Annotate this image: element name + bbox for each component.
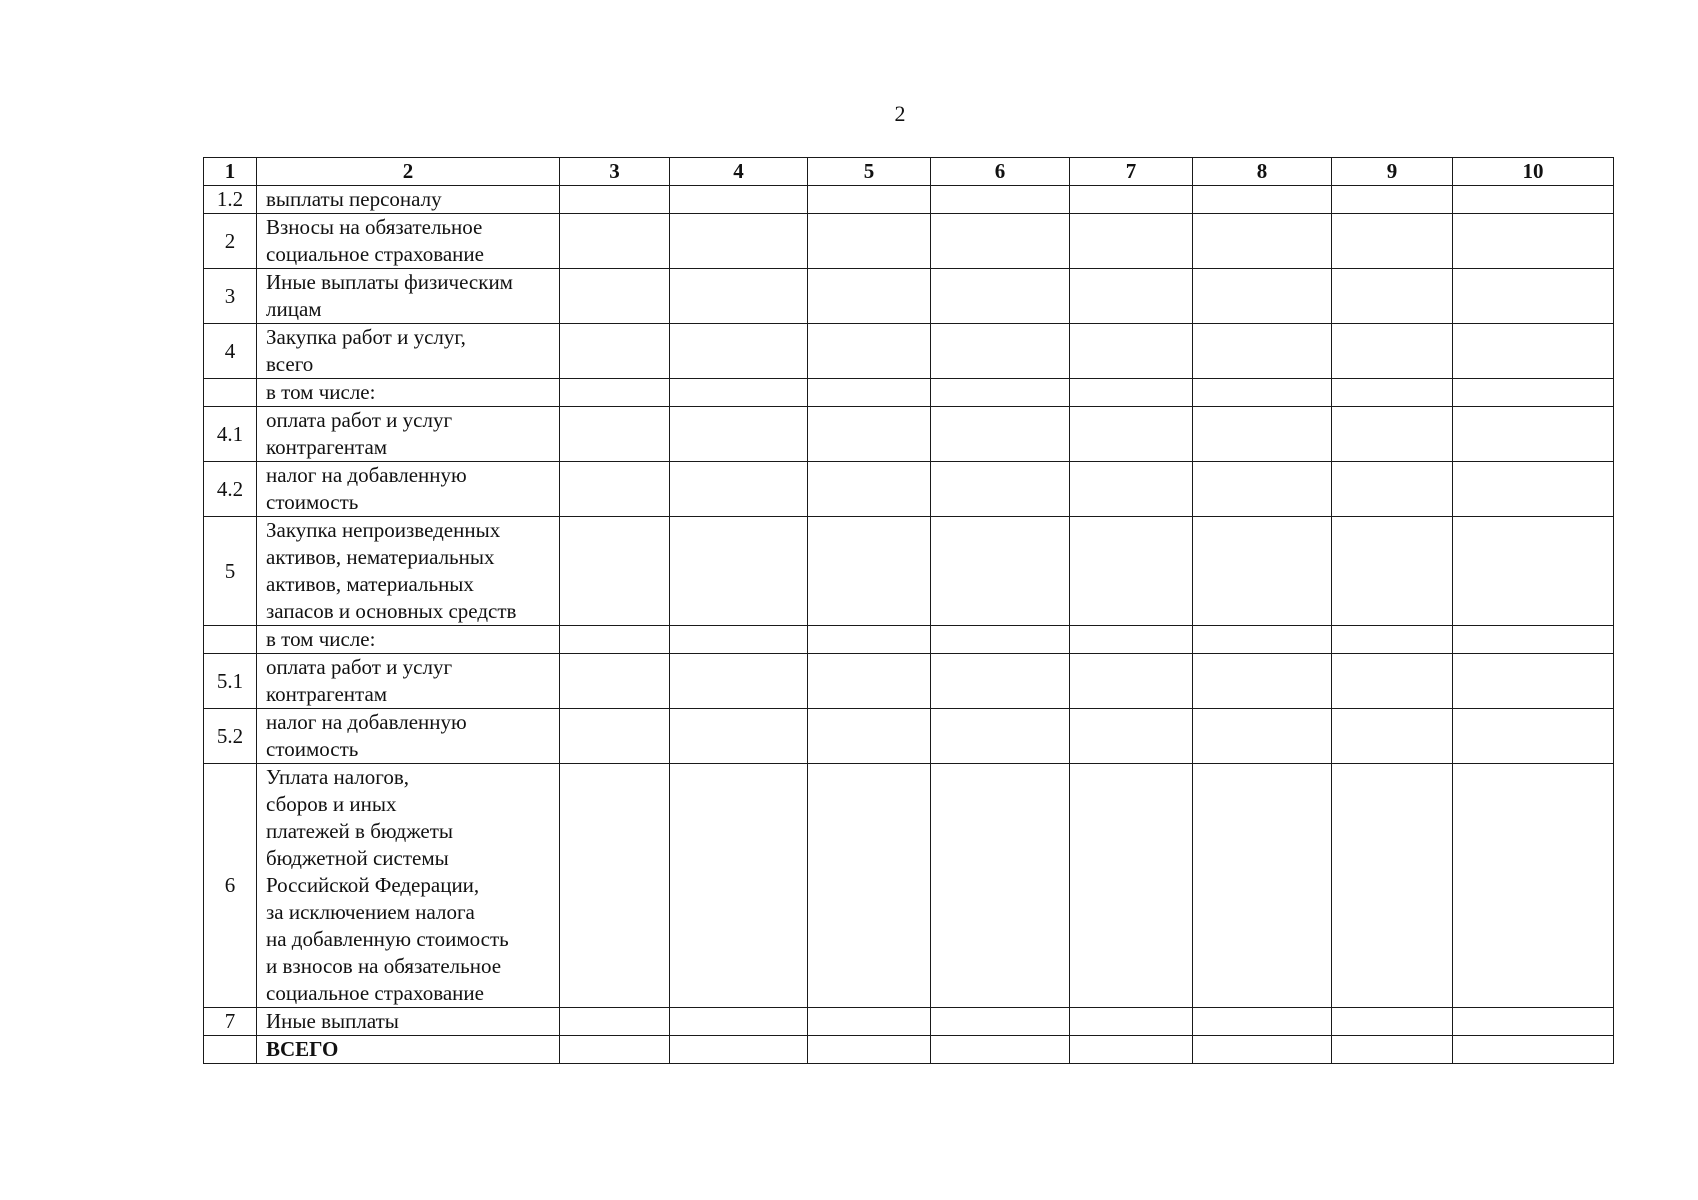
column-header: 5 (808, 158, 931, 186)
value-cell-col-6 (931, 186, 1070, 214)
value-cell-col-4 (670, 462, 808, 517)
row-name-line: Российской Федерации, (266, 873, 480, 897)
value-cell-col-6 (931, 764, 1070, 1008)
row-name-cell (257, 324, 560, 379)
value-cell-col-4 (670, 269, 808, 324)
row-name-line: бюджетной системы (266, 846, 449, 870)
value-cell-col-3 (560, 654, 670, 709)
value-cell-col-5 (808, 1008, 931, 1036)
table-row (204, 186, 1614, 214)
column-header: 1 (204, 158, 257, 186)
row-number-cell (204, 1036, 257, 1064)
row-name-cell (257, 764, 560, 1008)
value-cell-col-9 (1332, 186, 1453, 214)
table-row (204, 1036, 1614, 1064)
value-cell-col-8 (1193, 324, 1332, 379)
value-cell-col-7 (1070, 517, 1193, 626)
value-cell-col-9 (1332, 379, 1453, 407)
table-body (204, 186, 1614, 1064)
value-cell-col-6 (931, 269, 1070, 324)
value-cell-col-6 (931, 379, 1070, 407)
row-number-cell: 5.1 (204, 654, 257, 709)
value-cell-col-7 (1070, 407, 1193, 462)
value-cell-col-6 (931, 517, 1070, 626)
row-number-cell: 4.2 (204, 462, 257, 517)
value-cell-col-5 (808, 654, 931, 709)
value-cell-col-9 (1332, 269, 1453, 324)
table-row (204, 1008, 1614, 1036)
value-cell-col-10 (1453, 1036, 1614, 1064)
value-cell-col-10 (1453, 324, 1614, 379)
value-cell-col-7 (1070, 1036, 1193, 1064)
value-cell-col-5 (808, 1036, 931, 1064)
value-cell-col-8 (1193, 214, 1332, 269)
row-name-cell (257, 379, 560, 407)
value-cell-col-8 (1193, 462, 1332, 517)
row-name-line: активов, нематериальных (266, 545, 495, 569)
value-cell-col-9 (1332, 1008, 1453, 1036)
value-cell-col-3 (560, 186, 670, 214)
value-cell-col-8 (1193, 626, 1332, 654)
value-cell-col-10 (1453, 626, 1614, 654)
value-cell-col-9 (1332, 1036, 1453, 1064)
value-cell-col-8 (1193, 186, 1332, 214)
row-number-cell: 3 (204, 269, 257, 324)
value-cell-col-8 (1193, 379, 1332, 407)
value-cell-col-5 (808, 269, 931, 324)
row-name-line: Взносы на обязательное (266, 215, 483, 239)
value-cell-col-3 (560, 379, 670, 407)
row-name-line: контрагентам (266, 435, 388, 459)
value-cell-col-6 (931, 324, 1070, 379)
value-cell-col-3 (560, 462, 670, 517)
value-cell-col-4 (670, 764, 808, 1008)
row-name-cell (257, 269, 560, 324)
row-number-cell: 6 (204, 764, 257, 1008)
value-cell-col-6 (931, 214, 1070, 269)
value-cell-col-8 (1193, 654, 1332, 709)
row-name-line: запасов и основных средств (266, 599, 517, 623)
value-cell-col-10 (1453, 379, 1614, 407)
row-name-line: ВСЕГО (266, 1037, 339, 1061)
row-name-line: и взносов на обязательное (266, 954, 502, 978)
value-cell-col-10 (1453, 709, 1614, 764)
value-cell-col-3 (560, 626, 670, 654)
column-header: 8 (1193, 158, 1332, 186)
value-cell-col-7 (1070, 269, 1193, 324)
table-row (204, 462, 1614, 517)
value-cell-col-9 (1332, 324, 1453, 379)
value-cell-col-3 (560, 1036, 670, 1064)
value-cell-col-4 (670, 407, 808, 462)
table-row (204, 626, 1614, 654)
table-row (204, 709, 1614, 764)
value-cell-col-4 (670, 379, 808, 407)
column-header: 10 (1453, 158, 1614, 186)
row-name-cell (257, 214, 560, 269)
value-cell-col-6 (931, 654, 1070, 709)
column-header: 4 (670, 158, 808, 186)
value-cell-col-5 (808, 517, 931, 626)
row-name-line: стоимость (266, 490, 359, 514)
value-cell-col-4 (670, 654, 808, 709)
column-header: 2 (257, 158, 560, 186)
value-cell-col-5 (808, 214, 931, 269)
value-cell-col-3 (560, 517, 670, 626)
budget-table (203, 157, 1614, 1064)
row-name-line: за исключением налога (266, 900, 475, 924)
row-name-cell (257, 186, 560, 214)
value-cell-col-8 (1193, 764, 1332, 1008)
row-name-line: сборов и иных (266, 792, 397, 816)
row-name-cell (257, 407, 560, 462)
value-cell-col-10 (1453, 214, 1614, 269)
value-cell-col-5 (808, 324, 931, 379)
row-name-line: стоимость (266, 737, 359, 761)
table-header-row (204, 158, 1614, 186)
value-cell-col-10 (1453, 407, 1614, 462)
table-row (204, 764, 1614, 1008)
row-name-line: налог на добавленную (266, 710, 467, 734)
value-cell-col-4 (670, 186, 808, 214)
value-cell-col-5 (808, 407, 931, 462)
value-cell-col-9 (1332, 764, 1453, 1008)
row-name-line: на добавленную стоимость (266, 927, 509, 951)
row-number-cell: 1.2 (204, 186, 257, 214)
value-cell-col-5 (808, 626, 931, 654)
row-number-cell: 2 (204, 214, 257, 269)
value-cell-col-6 (931, 407, 1070, 462)
value-cell-col-10 (1453, 186, 1614, 214)
row-number-cell: 5.2 (204, 709, 257, 764)
value-cell-col-8 (1193, 407, 1332, 462)
value-cell-col-9 (1332, 654, 1453, 709)
row-name-line: Уплата налогов, (266, 765, 410, 789)
value-cell-col-9 (1332, 462, 1453, 517)
value-cell-col-7 (1070, 379, 1193, 407)
value-cell-col-7 (1070, 186, 1193, 214)
row-name-line: выплаты персоналу (266, 187, 442, 211)
value-cell-col-3 (560, 764, 670, 1008)
value-cell-col-3 (560, 214, 670, 269)
value-cell-col-5 (808, 764, 931, 1008)
row-name-cell (257, 1036, 560, 1064)
value-cell-col-10 (1453, 462, 1614, 517)
value-cell-col-3 (560, 269, 670, 324)
row-name-line: контрагентам (266, 682, 388, 706)
value-cell-col-3 (560, 1008, 670, 1036)
column-header: 7 (1070, 158, 1193, 186)
row-number-cell (204, 626, 257, 654)
row-name-line: Иные выплаты (266, 1009, 399, 1033)
row-name-line: налог на добавленную (266, 463, 467, 487)
value-cell-col-8 (1193, 517, 1332, 626)
row-name-line: Закупка работ и услуг, (266, 325, 466, 349)
row-name-line: Иные выплаты физическим (266, 270, 513, 294)
row-name-line: оплата работ и услуг (266, 408, 453, 432)
value-cell-col-5 (808, 186, 931, 214)
row-number-cell: 7 (204, 1008, 257, 1036)
value-cell-col-7 (1070, 214, 1193, 269)
row-name-cell (257, 462, 560, 517)
value-cell-col-4 (670, 517, 808, 626)
row-number-cell: 4 (204, 324, 257, 379)
value-cell-col-7 (1070, 764, 1193, 1008)
table-row (204, 407, 1614, 462)
value-cell-col-3 (560, 324, 670, 379)
column-header: 9 (1332, 158, 1453, 186)
value-cell-col-7 (1070, 462, 1193, 517)
value-cell-col-9 (1332, 407, 1453, 462)
value-cell-col-5 (808, 709, 931, 764)
value-cell-col-10 (1453, 1008, 1614, 1036)
table-row (204, 269, 1614, 324)
page-number: 2 (894, 101, 906, 126)
table-row (204, 379, 1614, 407)
value-cell-col-6 (931, 709, 1070, 764)
value-cell-col-8 (1193, 269, 1332, 324)
table-row (204, 654, 1614, 709)
row-name-cell (257, 1008, 560, 1036)
value-cell-col-3 (560, 709, 670, 764)
row-name-cell (257, 626, 560, 654)
row-name-cell (257, 654, 560, 709)
value-cell-col-4 (670, 709, 808, 764)
value-cell-col-10 (1453, 764, 1614, 1008)
row-name-line: Закупка непроизведенных (266, 518, 501, 542)
value-cell-col-10 (1453, 654, 1614, 709)
row-name-line: всего (266, 352, 314, 376)
row-number-cell: 5 (204, 517, 257, 626)
value-cell-col-7 (1070, 626, 1193, 654)
row-name-line: социальное страхование (266, 981, 484, 1005)
value-cell-col-9 (1332, 517, 1453, 626)
row-number-cell: 4.1 (204, 407, 257, 462)
value-cell-col-9 (1332, 709, 1453, 764)
value-cell-col-5 (808, 462, 931, 517)
row-name-line: лицам (266, 297, 322, 321)
row-name-line: платежей в бюджеты (266, 819, 454, 843)
row-name-line: социальное страхование (266, 242, 484, 266)
value-cell-col-8 (1193, 1036, 1332, 1064)
value-cell-col-4 (670, 324, 808, 379)
table-row (204, 517, 1614, 626)
value-cell-col-9 (1332, 214, 1453, 269)
row-number-cell (204, 379, 257, 407)
column-header: 6 (931, 158, 1070, 186)
row-name-line: в том числе: (266, 380, 376, 404)
value-cell-col-7 (1070, 709, 1193, 764)
value-cell-col-6 (931, 626, 1070, 654)
value-cell-col-4 (670, 1008, 808, 1036)
row-name-line: оплата работ и услуг (266, 655, 453, 679)
value-cell-col-6 (931, 1036, 1070, 1064)
value-cell-col-4 (670, 1036, 808, 1064)
value-cell-col-10 (1453, 269, 1614, 324)
table-row (204, 214, 1614, 269)
row-name-line: в том числе: (266, 627, 376, 651)
value-cell-col-8 (1193, 709, 1332, 764)
row-name-cell (257, 709, 560, 764)
table-row (204, 324, 1614, 379)
value-cell-col-6 (931, 462, 1070, 517)
value-cell-col-10 (1453, 517, 1614, 626)
value-cell-col-5 (808, 379, 931, 407)
column-header: 3 (560, 158, 670, 186)
value-cell-col-7 (1070, 1008, 1193, 1036)
value-cell-col-3 (560, 407, 670, 462)
value-cell-col-4 (670, 214, 808, 269)
value-cell-col-9 (1332, 626, 1453, 654)
row-name-cell (257, 517, 560, 626)
row-name-line: активов, материальных (266, 572, 474, 596)
value-cell-col-6 (931, 1008, 1070, 1036)
value-cell-col-4 (670, 626, 808, 654)
value-cell-col-8 (1193, 1008, 1332, 1036)
value-cell-col-7 (1070, 324, 1193, 379)
value-cell-col-7 (1070, 654, 1193, 709)
